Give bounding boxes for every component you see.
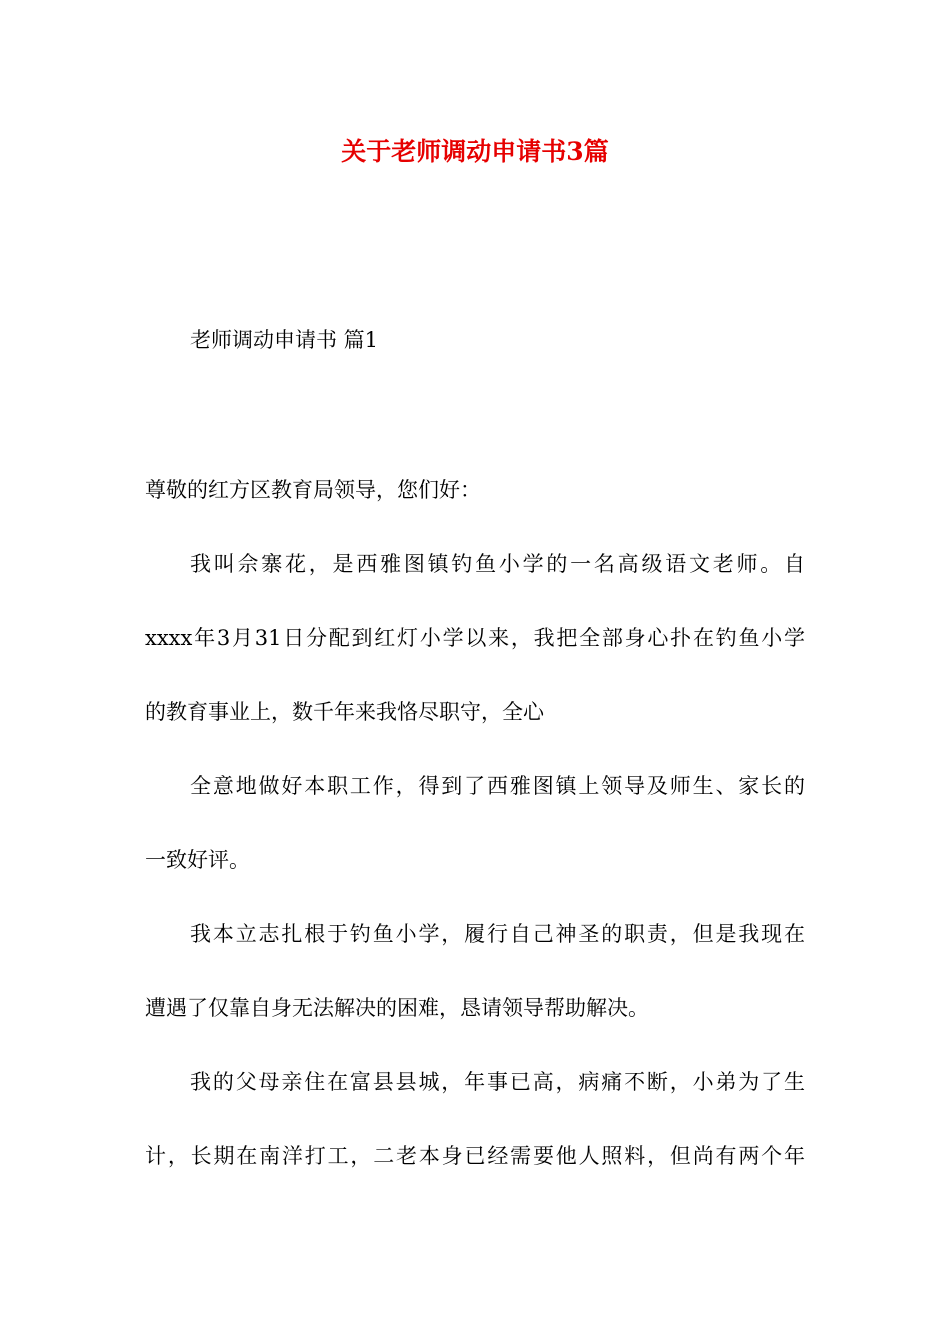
paragraph-line: 遭遇了仅靠自身无法解决的困难，恳请领导帮助解决。 xyxy=(145,996,649,1020)
section-heading: 老师调动申请书 篇1 xyxy=(190,328,379,352)
paragraph-line: 全意地做好本职工作，得到了西雅图镇上领导及师生、家长的 xyxy=(190,774,805,798)
paragraph-line: 我本立志扎根于钓鱼小学，履行自己神圣的职责，但是我现在 xyxy=(190,922,805,946)
paragraph-line: 我的父母亲住在富县县城，年事已高，病痛不断，小弟为了生 xyxy=(190,1070,805,1094)
paragraph-line: xxxx年3月31日分配到红灯小学以来，我把全部身心扑在钓鱼小学 xyxy=(145,626,805,650)
salutation-line: 尊敬的红方区教育局领导，您们好： xyxy=(145,478,481,502)
document-body xyxy=(145,472,805,1212)
document-title: 关于老师调动申请书3篇 xyxy=(341,137,609,166)
paragraph-line: 我叫佘寨花，是西雅图镇钓鱼小学的一名高级语文老师。自 xyxy=(190,552,805,576)
paragraph-line: 一致好评。 xyxy=(145,848,250,872)
paragraph-line: 的教育事业上，数千年来我恪尽职守，全心 xyxy=(145,700,544,724)
paragraph-line: 计，长期在南洋打工，二老本身已经需要他人照料，但尚有两个年 xyxy=(145,1144,805,1168)
